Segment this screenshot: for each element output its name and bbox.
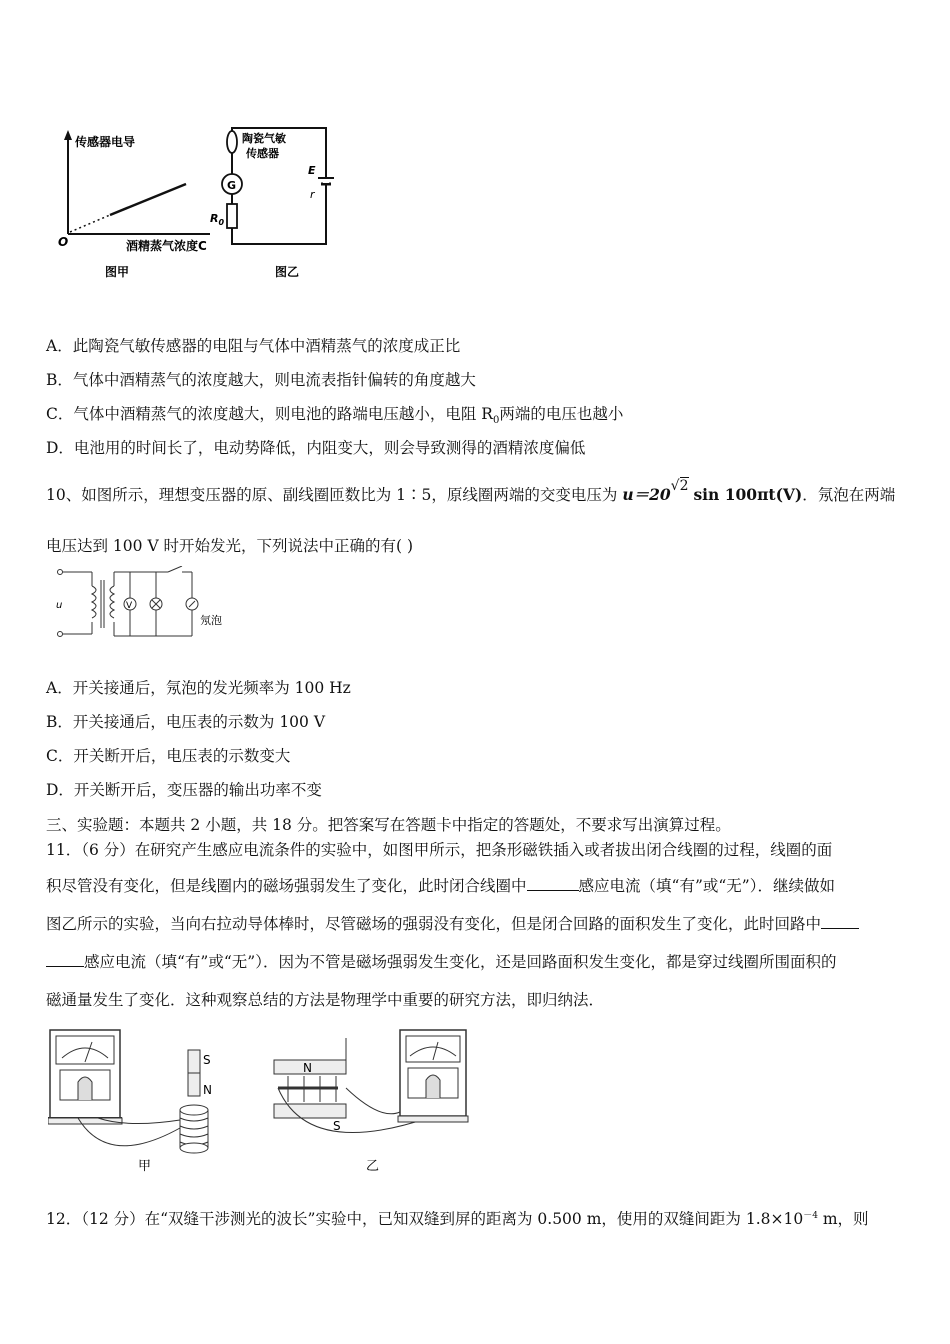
- q10-option-c: C．开关断开后，电压表的示数变大: [46, 747, 291, 765]
- caption-jia-2: 甲: [138, 1159, 152, 1174]
- u-label: u: [56, 600, 63, 611]
- magnet-n-label: N: [203, 1083, 212, 1097]
- figure-transformer: [52, 566, 242, 646]
- q9-option-a: A．此陶瓷气敏传感器的电阻与气体中酒精蒸气的浓度成正比: [46, 337, 461, 355]
- yoke-s-label: S: [333, 1119, 341, 1133]
- q11-line5: 磁通量发生了变化．这种观察总结的方法是物理学中重要的研究方法，即归纳法．: [46, 991, 605, 1009]
- graph-line: [110, 184, 186, 215]
- coil: [180, 1110, 208, 1148]
- answer-blank-1[interactable]: [527, 876, 579, 891]
- sqrt-symbol: √2: [670, 478, 689, 494]
- caption-jia: 图甲: [105, 265, 130, 279]
- answer-blank-2a[interactable]: [821, 914, 859, 929]
- y-axis-label: 传感器电导: [75, 135, 136, 149]
- magnet-s-label: S: [203, 1053, 211, 1067]
- yoke-n-label: N: [303, 1061, 312, 1075]
- answer-blank-2b[interactable]: [46, 952, 84, 967]
- sensor-label-2: 传感器: [246, 147, 279, 160]
- q12-stem: 12．（12 分）在“双缝干涉测光的波长”实验中，已知双缝到屏的距离为 0.500 m，使用的双缝间距为 $1.8\times 10^{-4}$ m，则: [46, 1210, 869, 1229]
- q11-line1: 11．（6 分）在研究产生感应电流条件的实验中，如图甲所示，把条形磁铁插入或者拔出闭合线圈的过程，线圈的面: [46, 841, 833, 859]
- resistor-label: $R_0$: [210, 212, 225, 227]
- sensor-symbol: [227, 131, 237, 153]
- section-heading: 三、实验题：本题共 2 小题，共 18 分。把答案写在答题卡中指定的答题处，不要求写出演算过程。: [46, 816, 731, 834]
- emf-label: E: [308, 164, 316, 177]
- switch-symbol: [168, 566, 182, 572]
- q10-option-a: A．开关接通后，氖泡的发光频率为 100 Hz: [46, 679, 351, 697]
- q11-line3: 图乙所示的实验，当向右拉动导体棒时，尽管磁场的强弱没有变化，但是闭合回路的面积发生了变化，此时回路中: [46, 914, 859, 934]
- internal-r-label: r: [310, 188, 315, 201]
- q10-stem-line1: 10、如图所示，理想变压器的原、副线圈匝数比为 1∶5，原线圈两端的交变电压为 u＝20√2 sin 100πt(V)．氖泡在两端: [46, 478, 896, 504]
- origin-label: O: [58, 235, 69, 249]
- resistor-symbol: [227, 204, 237, 228]
- voltmeter-label: V: [126, 601, 133, 611]
- figure-induction: [48, 1028, 478, 1178]
- q11-line2: 积尽管没有变化，但是线圈内的磁场强弱发生了变化，此时闭合线圈中 感应电流（填“有”或“无”）．继续做如: [46, 877, 835, 895]
- galvanometer-label: G: [227, 179, 237, 192]
- neon-bulb-label: 氖泡: [200, 614, 222, 627]
- sensor-label-1: 陶瓷气敏: [242, 132, 286, 145]
- q11-line4: 感应电流（填“有”或“无”）．因为不管是磁场强弱发生变化，还是回路面积发生变化，都是穿过线圈所围面积的: [46, 952, 836, 972]
- q10-option-d: D．开关断开后，变压器的输出功率不变: [46, 781, 322, 799]
- q9-option-c: C．气体中酒精蒸气的浓度越大，则电池的路端电压越小，电阻 $R_0$两端的电压也越小: [46, 405, 624, 427]
- q9-option-b: B．气体中酒精蒸气的浓度越大，则电流表指针偏转的角度越大: [46, 371, 476, 389]
- q10-option-b: B．开关接通后，电压表的示数为 100 V: [46, 713, 326, 731]
- q9-option-d: D．电池用的时间长了，电动势降低，内阻变大，则会导致测得的酒精浓度偏低: [46, 439, 586, 457]
- q10-stem-line2: 电压达到 100 V 时开始发光，下列说法中正确的有( ): [46, 537, 414, 555]
- caption-yi-2: 乙: [366, 1159, 380, 1174]
- caption-yi: 图乙: [275, 265, 300, 279]
- figure-sensor-circuit: [50, 122, 350, 287]
- x-axis-label: 酒精蒸气浓度C: [126, 239, 207, 253]
